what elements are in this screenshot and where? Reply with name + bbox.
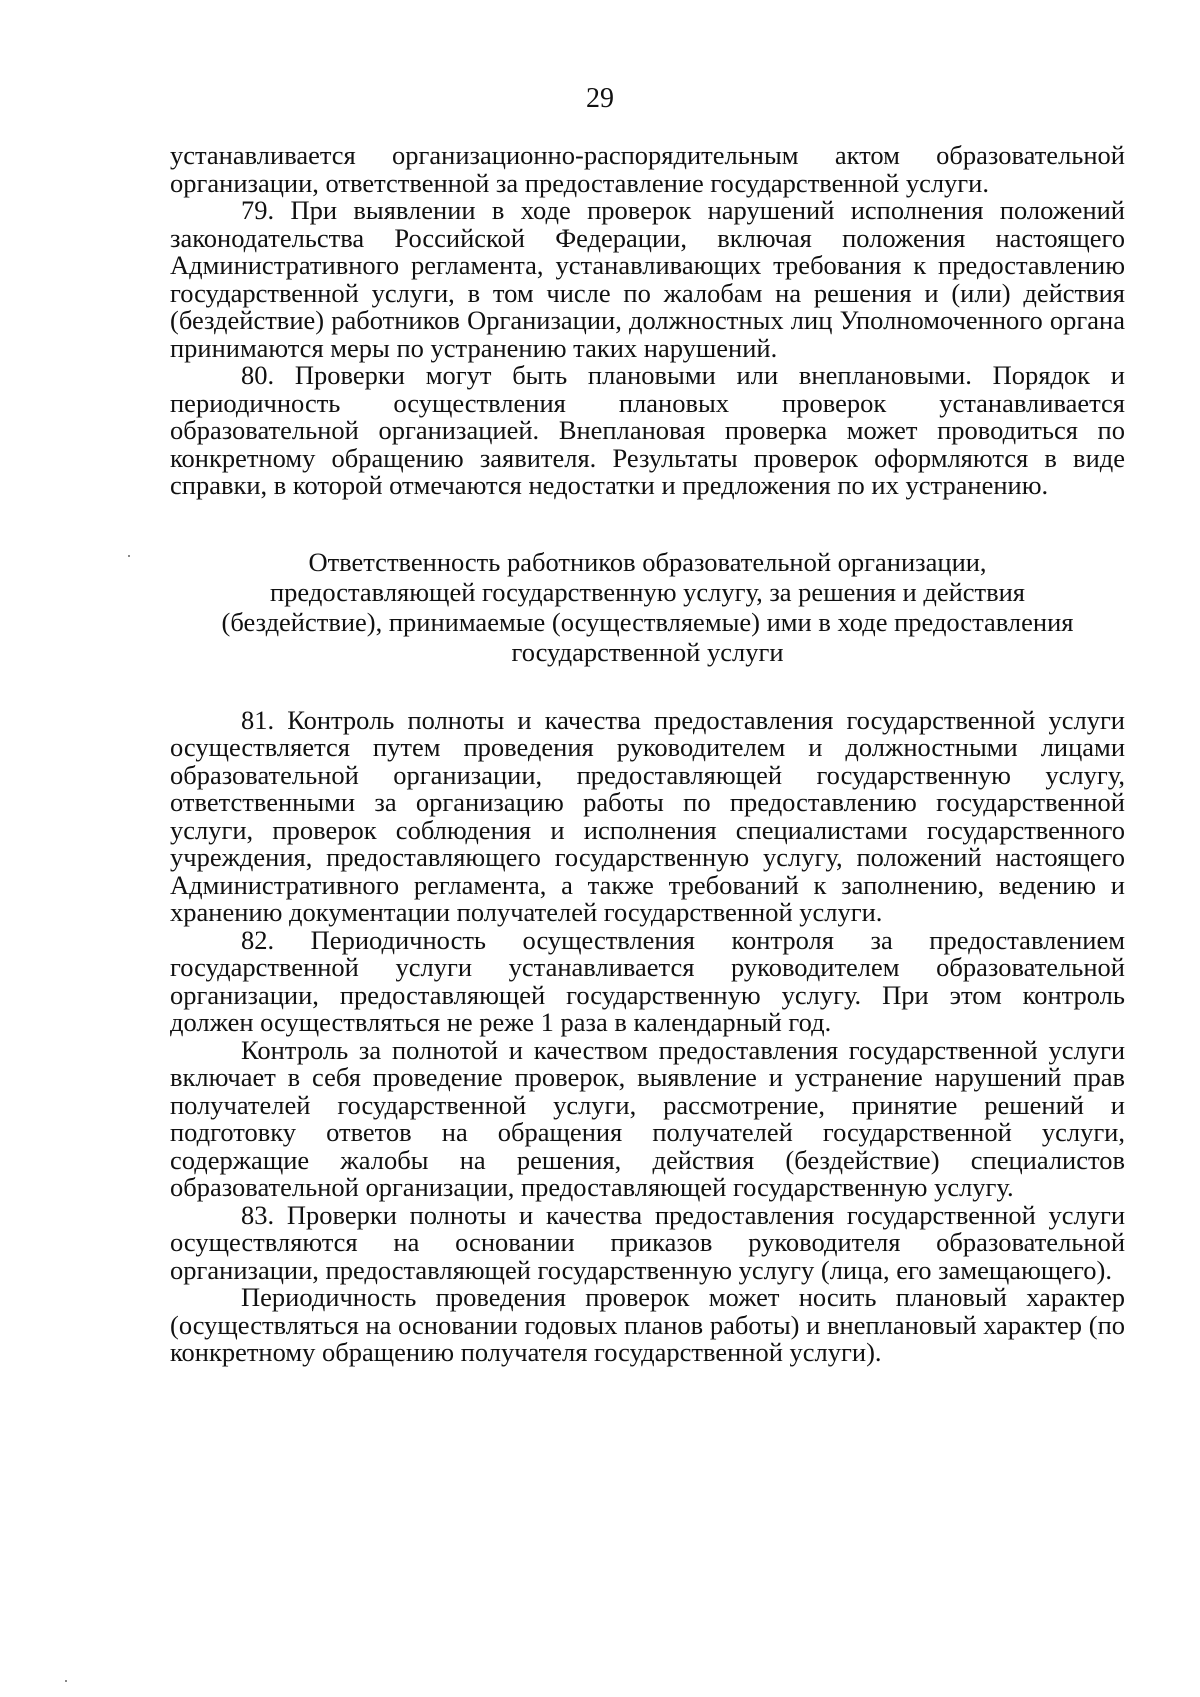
section-heading-line: государственной услуги	[511, 636, 784, 667]
paragraph-79: 79. При выявлении в ходе проверок нарушений исполнения положений законодательства Российской Федерации, включая положения настоящего Административного регламента, устанавливающих требования к предоставлению государственной услуги, в том числе по жалобам на решения и (или) действия (бездействие) работников Организации, должностных лиц Уполномоченного органа принимаются меры по устранению таких нарушений.	[170, 195, 1125, 363]
section-heading	[170, 547, 1125, 667]
page-number: 29	[586, 83, 614, 114]
document-body	[170, 142, 1125, 1367]
section-heading-line: (бездействие), принимаемые (осуществляемые) ими в ходе предоставления	[221, 606, 1074, 637]
scan-artifact	[128, 555, 130, 557]
paragraph-82: 82. Периодичность осуществления контроля за предоставлением государственной услуги устанавливается руководителем образовательной организации, предоставляющей государственную услугу. При этом контроль должен осуществляться не реже 1 раза в календарный год.	[170, 924, 1125, 1037]
section-heading-line: Ответственность работников образовательной организации,	[308, 546, 987, 577]
scan-artifact	[65, 1680, 67, 1682]
paragraph-80: 80. Проверки могут быть плановыми или внеплановыми. Порядок и периодичность осуществления плановых проверок устанавливается образовательной организацией. Внеплановая проверка может проводиться по конкретному обращению заявителя. Результаты проверок оформляются в виде справки, в которой отмечаются недостатки и предложения по их устранению.	[170, 360, 1125, 500]
section-heading-line: предоставляющей государственную услугу, за решения и действия	[270, 576, 1025, 607]
paragraph-83: 83. Проверки полноты и качества предоставления государственной услуги осуществляются на основании приказов руководителя образовательной организации, предоставляющей государственную услугу (лица, его замещающего).	[170, 1199, 1125, 1285]
paragraph-83-continued: Периодичность проведения проверок может носить плановый характер (осуществляться на основании годовых планов работы) и внеплановый характер (по конкретному обращению получателя государственной услуги).	[170, 1282, 1125, 1367]
paragraph-81: 81. Контроль полноты и качества предоставления государственной услуги осуществляется путем проведения руководителем и должностными лицами образовательной организации, предоставляющей государственную услугу, ответственными за организацию работы по предоставлению государственной услуги, проверок соблюдения и исполнения специалистами государственного учреждения, предоставляющего государственную услугу, положений настоящего Административного регламента, а также требований к заполнению, ведению и хранению документации получателей государственной услуги.	[170, 704, 1125, 927]
paragraph-continued: устанавливается организационно-распорядительным актом образовательной организации, ответственной за предоставление государственной услуги.	[170, 140, 1125, 198]
paragraph-82-continued: Контроль за полнотой и качеством предоставления государственной услуги включает в себя проведение проверок, выявление и устранение нарушений прав получателей государственной услуги, рассмотрение, принятие решений и подготовку ответов на обращения получателей государственной услуги, содержащие жалобы на решения, действия (бездействие) специалистов образовательной организации, предоставляющей государственную услугу.	[170, 1034, 1125, 1202]
